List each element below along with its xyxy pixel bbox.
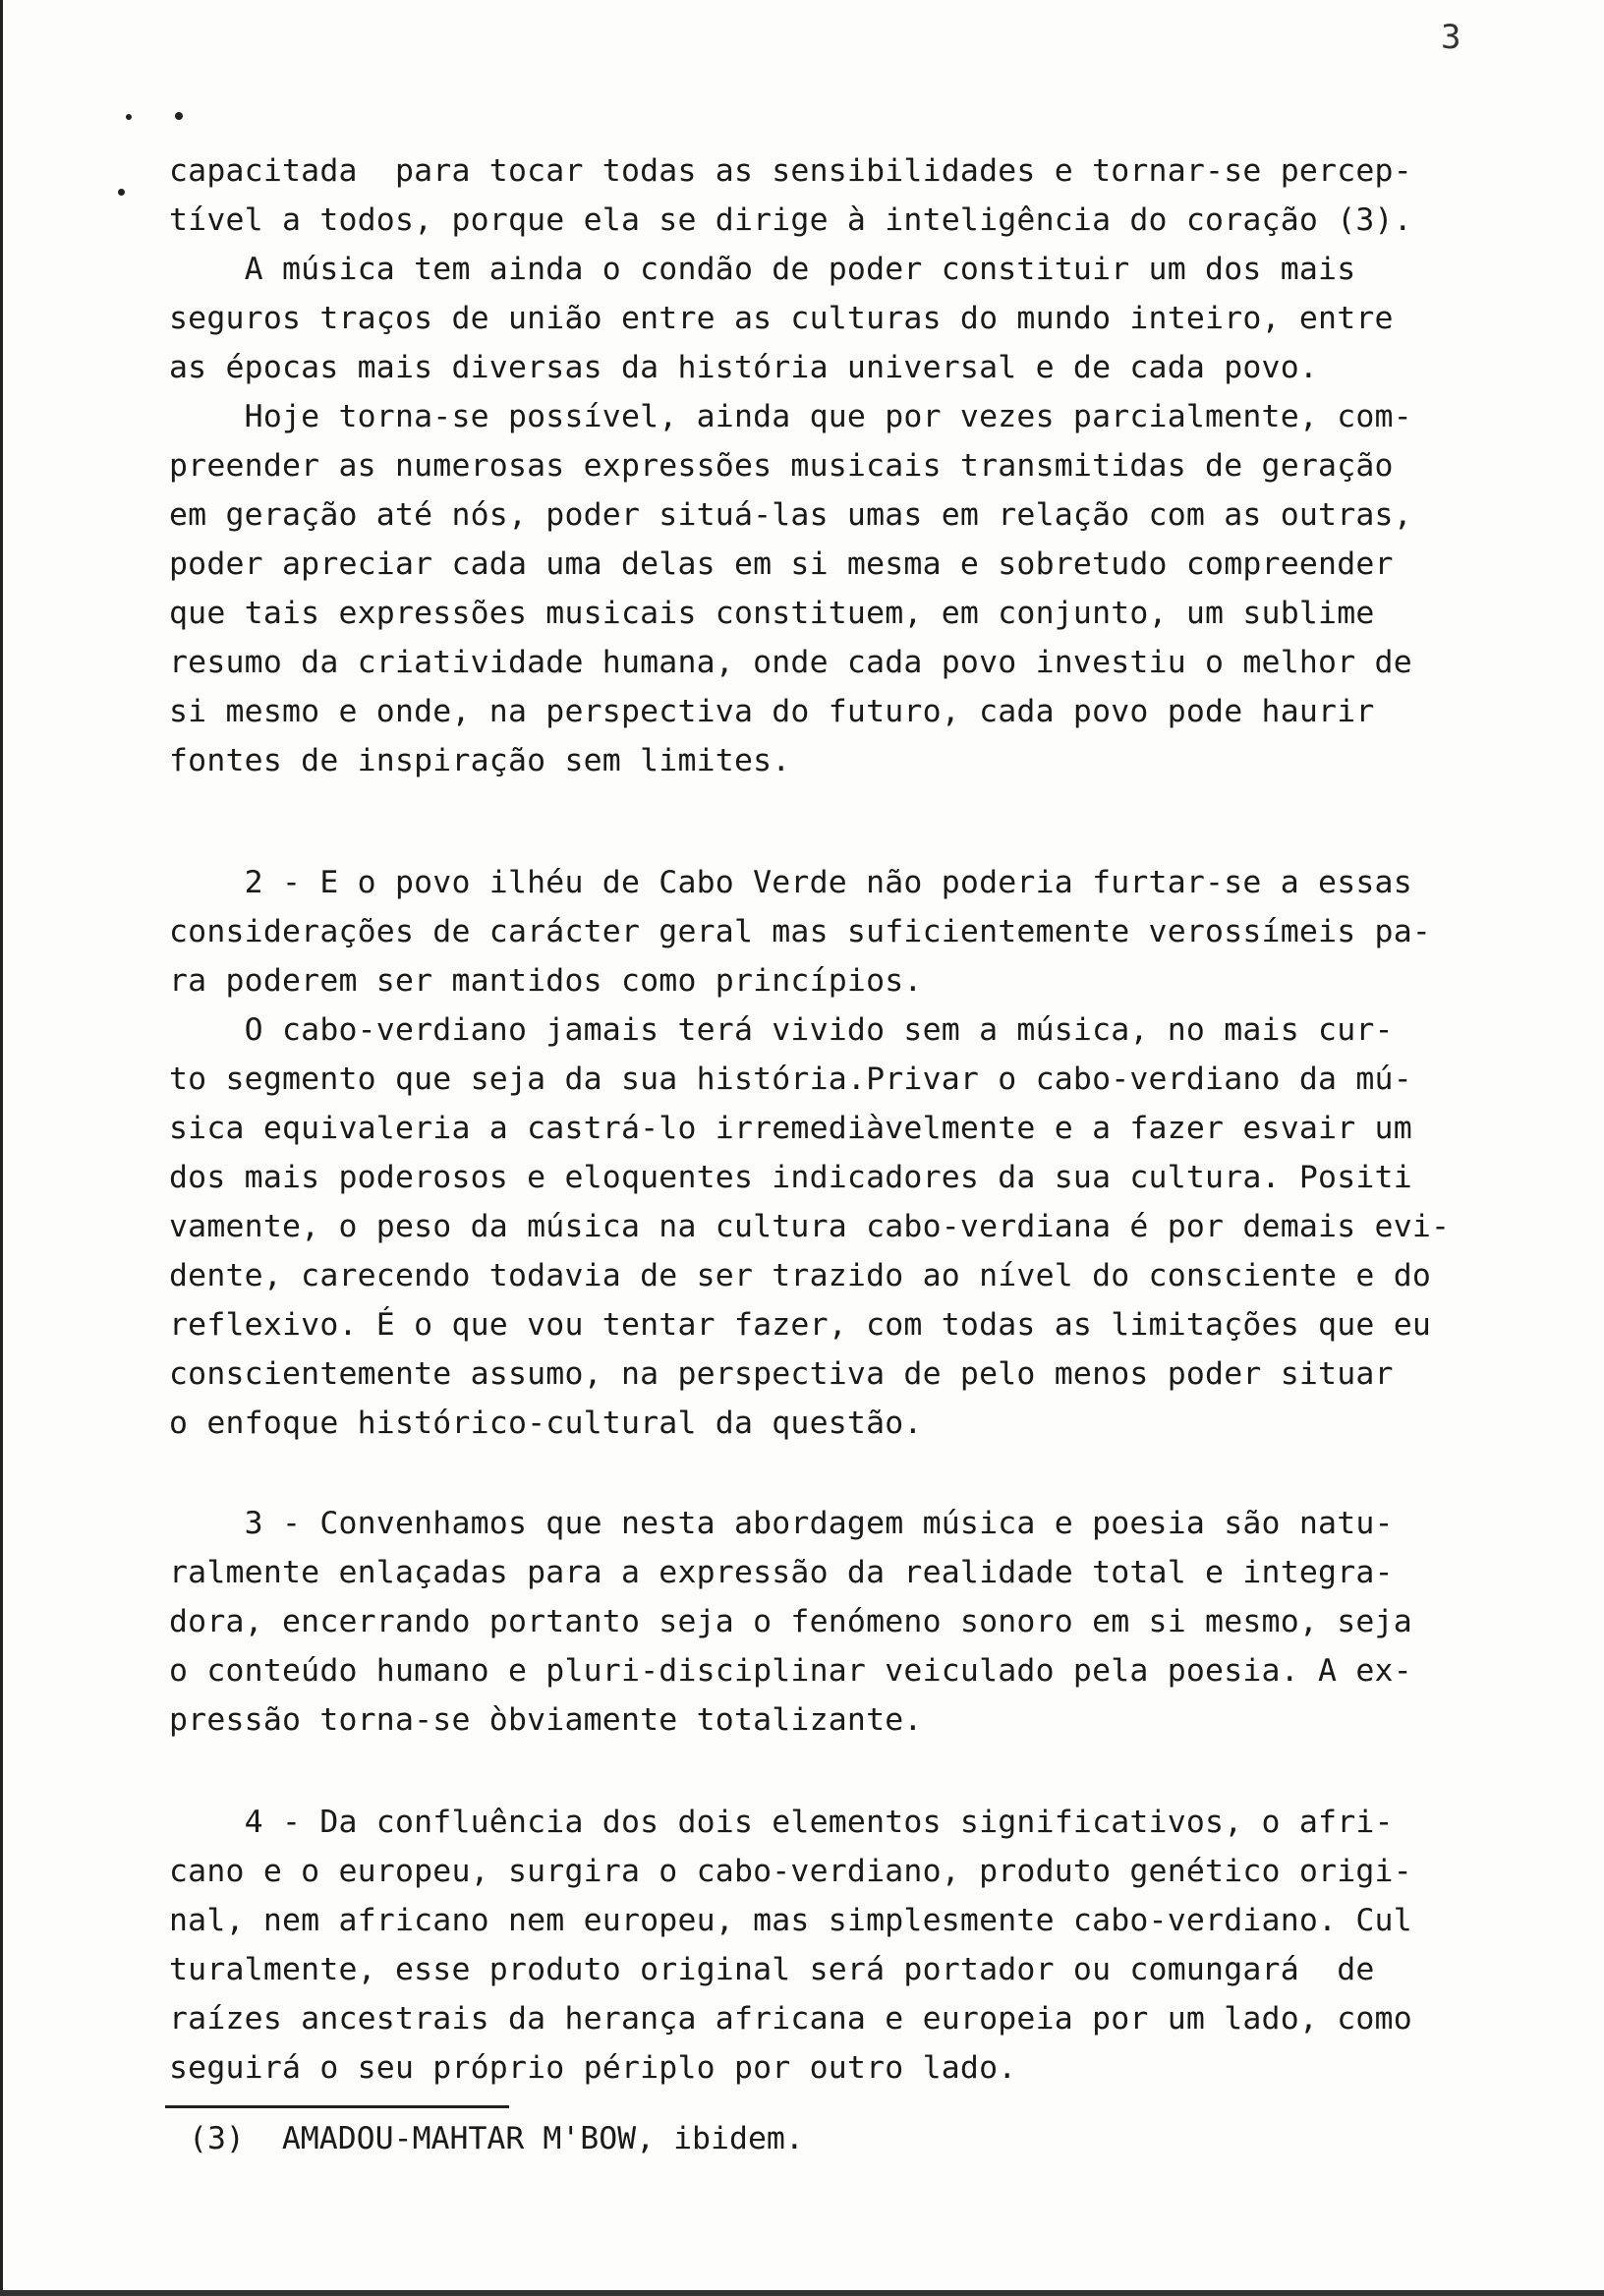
footnote-separator	[165, 2105, 509, 2108]
body-text-line: poder apreciar cada uma delas em si mesma e sobretudo compreender	[169, 546, 1394, 582]
body-text-line: reflexivo. É o que vou tentar fazer, com todas as limitações que eu	[169, 1307, 1432, 1343]
body-text-line: Hoje torna-se possível, ainda que por vezes parcialmente, com-	[169, 399, 1412, 434]
body-text-line: pressão torna-se òbviamente totalizante.	[169, 1702, 923, 1738]
body-text-line: que tais expressões musicais constituem, em conjunto, um sublime	[169, 596, 1375, 631]
body-text-line: ralmente enlaçadas para a expressão da realidade total e integra-	[169, 1555, 1394, 1590]
page-left-border	[0, 0, 3, 2296]
body-text-line: conscientemente assumo, na perspectiva de pelo menos poder situar	[169, 1356, 1394, 1392]
body-text-line: 2 - E o povo ilhéu de Cabo Verde não poderia furtar-se a essas	[169, 865, 1412, 900]
page-number: 3	[1441, 18, 1461, 57]
body-text-line: capacitada para tocar todas as sensibilidades e tornar-se percep-	[169, 153, 1412, 189]
ink-speck	[118, 189, 125, 196]
body-text-line: dora, encerrando portanto seja o fenómeno sonoro em si mesmo, seja	[169, 1604, 1412, 1639]
ink-speck	[175, 112, 183, 120]
body-text-line: A música tem ainda o condão de poder constituir um dos mais	[169, 252, 1356, 287]
body-text-line: em geração até nós, poder situá-las umas em relação com as outras,	[169, 497, 1412, 533]
body-text-line: cano e o europeu, surgira o cabo-verdiano, produto genético origi-	[169, 1854, 1412, 1889]
body-text-line: si mesmo e onde, na perspectiva do futuro, cada povo pode haurir	[169, 694, 1375, 729]
body-text-line: 4 - Da confluência dos dois elementos significativos, o afri-	[169, 1805, 1394, 1840]
body-text-line: preender as numerosas expressões musicais transmitidas de geração	[169, 448, 1394, 484]
body-text-line: considerações de carácter geral mas suficientemente verossímeis pa-	[169, 914, 1432, 949]
footnote: (3) AMADOU-MAHTAR M'BOW, ibidem.	[189, 2121, 804, 2156]
body-text-line: sica equivaleria a castrá-lo irremediàvelmente e a fazer esvair um	[169, 1111, 1412, 1146]
body-text-line: vamente, o peso da música na cultura cabo-verdiana é por demais evi-	[169, 1209, 1451, 1244]
body-text-line: ra poderem ser mantidos como princípios.	[169, 963, 923, 999]
body-text-line: o enfoque histórico-cultural da questão.	[169, 1406, 923, 1441]
body-text-line: raízes ancestrais da herança africana e europeia por um lado, como	[169, 2001, 1412, 2037]
body-text-line: to segmento que seja da sua história.Privar o cabo-verdiano da mú-	[169, 1062, 1412, 1097]
body-text-line: tível a todos, porque ela se dirige à inteligência do coração (3).	[169, 202, 1412, 238]
ink-speck	[126, 114, 132, 120]
body-text-line: o conteúdo humano e pluri-disciplinar veiculado pela poesia. A ex-	[169, 1653, 1412, 1689]
body-text-line: resumo da criatividade humana, onde cada povo investiu o melhor de	[169, 645, 1412, 680]
body-text-line: fontes de inspiração sem limites.	[169, 743, 791, 778]
body-text-line: turalmente, esse produto original será portador ou comungará de	[169, 1952, 1375, 1987]
body-text-line: dente, carecendo todavia de ser trazido ao nível do consciente e do	[169, 1258, 1432, 1293]
body-text-line: seguros traços de união entre as culturas do mundo inteiro, entre	[169, 301, 1394, 336]
body-text-line: as épocas mais diversas da história universal e de cada povo.	[169, 350, 1319, 385]
body-text-line: seguirá o seu próprio périplo por outro lado.	[169, 2050, 1017, 2086]
page-bottom-border	[0, 2290, 1604, 2296]
body-text-line: 3 - Convenhamos que nesta abordagem música e poesia são natu-	[169, 1506, 1394, 1541]
body-text-line: dos mais poderosos e eloquentes indicadores da sua cultura. Positi	[169, 1160, 1412, 1195]
body-text-line: O cabo-verdiano jamais terá vivido sem a música, no mais cur-	[169, 1012, 1394, 1048]
body-text-line: nal, nem africano nem europeu, mas simplesmente cabo-verdiano. Cul	[169, 1903, 1412, 1938]
